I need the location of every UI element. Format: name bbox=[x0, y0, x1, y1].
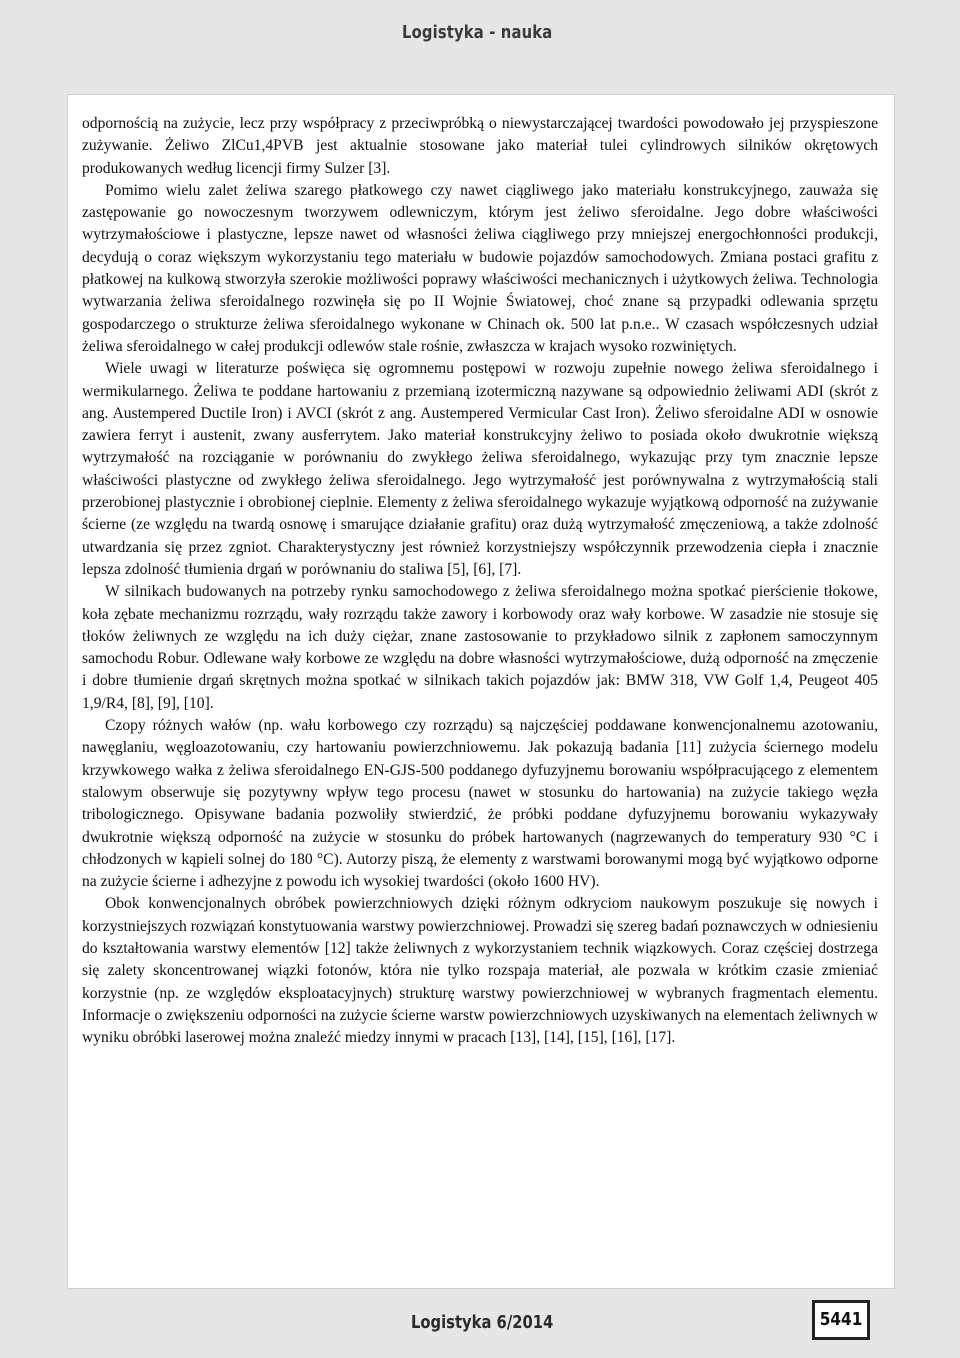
page-header bbox=[0, 0, 960, 72]
paragraph-3: Wiele uwagi w literaturze poświęca się ogromnemu postępowi w rozwoju zupełnie nowego żeliwa sferoidalnego i wermikularnego. Żeliwa te poddane hartowaniu z przemianą izotermiczną nazywane są odpowiednio żeliwami ADI (skrót z ang. Austempered Ductile Iron) i AVCI (skrót z ang. Austempered Vermicular Cast Iron). Żeliwo sferoidalne ADI w osnowie zawiera ferryt i austenit, zwany ausferrytem. Jako materiał konstrukcyjny żeliwo to posiada około dwukrotnie większą wytrzymałość na rozciąganie w porównaniu do zwykłego żeliwa sferoidalnego, wykazując przy tym znacznie lepsze właściwości plastyczne od zwykłego żeliwa sferoidalnego. Jego wytrzymałość jest porównywalna z wytrzymałością stali przerobionej plastycznie i obrobionej cieplnie. Elementy z żeliwa sferoidalnego wykazuje wyjątkową odporność na zużywanie ścierne (ze względu na twardą osnowę i smarujące działanie grafitu) oraz dużą wytrzymałość zmęczeniową, a także zdolność utwardzania się przez zgniot. Charakterystyczny jest również korzystniejszy współczynnik przewodzenia ciepła i znacznie lepsza zdolność tłumienia drgań w porównaniu do staliwa [5], [6], [7]. bbox=[82, 360, 878, 578]
journal-footer: Logistyka 6/2014 bbox=[411, 1312, 554, 1333]
article-body bbox=[82, 113, 878, 1049]
page-number-box bbox=[812, 1300, 870, 1340]
paragraph-4: W silnikach budowanych na potrzeby rynku samochodowego z żeliwa sferoidalnego można spotkać pierścienie tłokowe, koła zębate mechanizmu rozrządu, wały rozrządu także zawory i korbowody oraz wały korbowe. W zasadzie nie stosuje się tłoków żeliwnych ze względu na ich duży ciężar, znane zastosowanie to przykładowo silnik z zapłonem samoczynnym samochodu Robur. Odlewane wały korbowe ze względu na dobre własności wytrzymałościowe, dużą odporność na zmęczenie i dobre tłumienie drgań skrętnych można spotkać w silnikach takich pojazdów jak: BMW 318, VW Golf 1,4, Peugeot 405 1,9/R4, [8], [9], [10]. bbox=[82, 583, 878, 712]
paragraph-6: Obok konwencjonalnych obróbek powierzchniowych dzięki różnym odkryciom naukowym poszukuje się nowych i korzystniejszych rozwiązań konstytuowania warstwy powierzchniowej. Prowadzi się szereg badań poznawczych w odniesieniu do kształtowania warstwy elementów [12] także żeliwnych z wykorzystaniem technik wiązkowych. Coraz częściej dostrzega się zalety skoncentrowanej wiązki fotonów, która nie tylko rozspaja materiał, ale pozwala w krótkim czasie zmieniać korzystnie (np. ze względów eksploatacyjnych) strukturę warstwy powierzchniowej w wybranych fragmentach elementu. Informacje o zwiększeniu odporności na zużycie ścierne warstw powierzchniowych uzyskiwanych na elementach żeliwnych w wyniku obróbki laserowej można znaleźć miedzy innymi w pracach [13], [14], [15], [16], [17]. bbox=[82, 895, 878, 1047]
page-number: 5441 bbox=[819, 1309, 863, 1330]
paragraph-5: Czopy różnych wałów (np. wału korbowego czy rozrządu) są najczęściej poddawane konwencjonalnemu azotowaniu, nawęglaniu, węgloazotowaniu, czy hartowaniu powierzchniowemu. Jak pokazują badania [11] zużycia ściernego modelu krzywkowego wałka z żeliwa sferoidalnego EN-GJS-500 poddanego dyfuzyjnemu borowaniu współpracującego z elementem stalowym obserwuje się pozytywny wpływ tego procesu (nawet w stosunku do hartowania) na zużycie takiego węzła tribologicznego. Opisywane badania pozwoliły stwierdzić, że próbki poddane dyfuzyjnemu borowaniu wykazywały dwukrotnie większą odporność na zużycie w stosunku do próbek hartowanych (nagrzewanych do temperatury 930 °C i chłodzonych w kąpieli solnej do 180 °C). Autorzy piszą, że elementy z warstwami borowanymi mogą być wyjątkowo odporne na zużycie ścierne i adhezyjne z powodu ich wysokiej twardości (około 1600 HV). bbox=[82, 717, 878, 891]
section-title: Logistyka - nauka bbox=[401, 22, 552, 43]
paragraph-1: odpornością na zużycie, lecz przy współpracy z przeciwpróbką o niewystarczającej twardości powodowało jej przyspieszone zużywanie. Żeliwo ZlCu1,4PVB jest aktualnie stosowane jako materiał tulei cylindrowych silników okrętowych produkowanych według licencji firmy Sulzer [3]. bbox=[82, 115, 878, 177]
paragraph-2: Pomimo wielu zalet żeliwa szarego płatkowego czy nawet ciągliwego jako materiału konstrukcyjnego, zauważa się zastępowanie go nowoczesnym tworzywem odlewniczym, którym jest żeliwo sferoidalne. Jego dobre właściwości wytrzymałościowe i plastyczne, lepsze nawet od własności żeliwa ciągliwego przy mniejszej energochłonności produkcji, decydują o coraz większym wykorzystaniu tego materiału w budowie pojazdów samochodowych. Zmiana postaci grafitu z płatkowej na kulkową stworzyła szerokie możliwości poprawy właściwości mechanicznych i użytkowych żeliwa. Technologia wytwarzania żeliwa sferoidalnego rozwinęła się po II Wojnie Światowej, choć znane są przypadki odlewania sprzętu gospodarczego o strukturze żeliwa sferoidalnego wykonane w Chinach ok. 500 lat p.n.e.. W czasach współczesnych udział żeliwa sferoidalnego w całej produkcji odlewów stale rośnie, zwłaszcza w krajach wysoko rozwiniętych. bbox=[82, 181, 878, 355]
